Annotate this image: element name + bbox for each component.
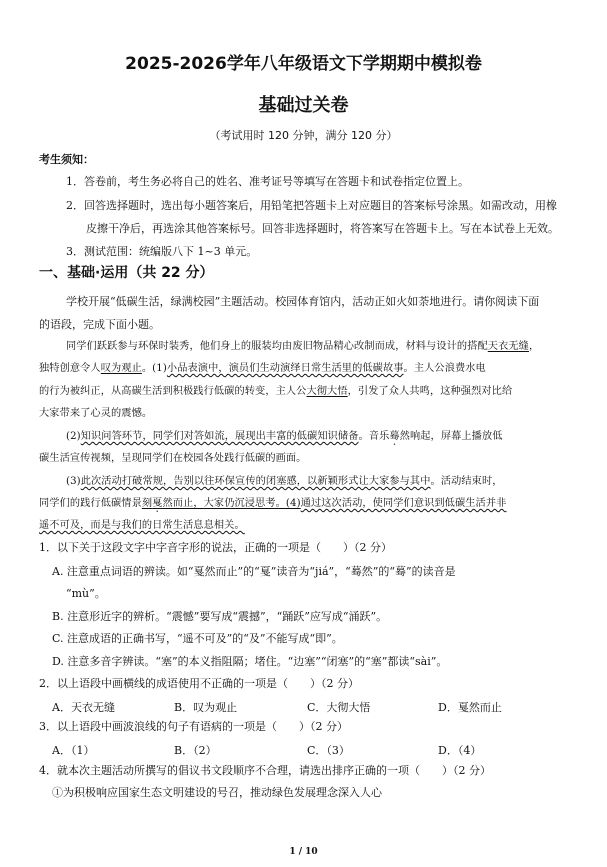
q3-option-c[interactable]: C．（3） — [307, 744, 350, 757]
exam-info: （考试用时 120 分钟，满分 120 分） — [209, 129, 398, 142]
wavy-sentence-2: 知识问答环节，同学们对答如流，展现出丰富的低碳知识储备 — [80, 431, 359, 442]
q2-option-c[interactable]: C．大彻大悟 — [307, 701, 371, 714]
wavy-sentence-1: 小品表演中，演员们生动演绎日常生活里的低碳故事 — [166, 363, 404, 374]
passage-line-3: 的行为被纠正，从高碳生活到积极践行低碳的转变，主人公大彻大悟，引发了众人共鸣，这种强烈对比给 — [39, 386, 513, 397]
q1-option-a[interactable]: A. 注意重点词语的辨读。如“戛然而止”的“戛”读音为“jiá”，“蓦然”的“蓦”的读音是 — [52, 565, 456, 578]
q3-option-d[interactable]: D．（4） — [438, 744, 482, 757]
passage-line-9: 遥不可及，而是与我们的日常生活息息相关。 — [39, 520, 245, 531]
q1-option-b[interactable]: B. 注意形近字的辨析。“震憾”要写成“震撼”，“踊跃”应写成“涌跃”。 — [52, 610, 388, 623]
page-number: 1 / 10 — [289, 847, 318, 857]
q4-stem: 4．就本次主题活动所撰写的倡议书文段顺序不合理，请选出排序正确的一项（ ）（2 分） — [39, 764, 491, 777]
q4-line-1: ①为积极响应国家生态文明建设的号召，推动绿色发展理念深入人心 — [52, 786, 382, 799]
passage-line-1: 同学们跃跃参与环保时装秀，他们身上的服装均由废旧物品精心改制而成，材料与设计的搭配天衣无缝， — [66, 341, 540, 352]
passage-line-7: (3)此次活动打破常规，告别以往环保宣传的闭塞感，以新颖形式让大家参与其中。活动结束时， — [66, 476, 503, 487]
idiom-tanweiguanzhi: 叹为观止 — [100, 363, 142, 374]
q3-option-a[interactable]: A．（1） — [52, 744, 95, 757]
section-heading: 一、基础·运用（共 22 分） — [39, 265, 214, 281]
q2-option-a[interactable]: A．天衣无缝 — [52, 701, 115, 714]
q1-stem: 1．以下关于这段文字中字音字形的说法，正确的一项是（ ）（2 分） — [39, 541, 392, 554]
passage-line-5: (2)知识问答环节，同学们对答如流，展现出丰富的低碳知识储备。音乐蓦然响起，屏幕上播放低 — [66, 431, 503, 442]
notice-item-2-cont: 皮擦干净后，再选涂其他答案标号。回答非选择题时，将答案写在答题卡上。写在本试卷上无效。 — [86, 222, 559, 235]
wavy-sentence-3: 此次活动打破常规，告别以往环保宣传的闭塞感，以新颖形式让大家参与其中 — [80, 476, 431, 487]
intro-line-1: 学校开展“低碳生活，绿满校园”主题活动。校园体育馆内，活动正如火如荼地进行。请你阅读下面 — [66, 295, 540, 308]
intro-line-2: 的语段，完成下面小题。 — [39, 318, 160, 331]
passage-line-6: 碳生活宣传视频，呈现同学们在校园各处践行低碳的画面。 — [39, 453, 307, 464]
passage-line-4: 大家带来了心灵的震憾。 — [39, 408, 153, 419]
q1-option-a-cont: “mù”。 — [66, 587, 106, 600]
idiom-jiaranerzhi: 戛 — [152, 498, 163, 509]
q2-option-b[interactable]: B．叹为观止 — [174, 701, 238, 714]
idiom-tianyiwufeng: 天衣无缝 — [487, 341, 529, 352]
q1-option-c[interactable]: C. 注意成语的正确书写，“遥不可及”的“及”不能写成“即”。 — [52, 632, 343, 645]
q2-option-d[interactable]: D．戛然而止 — [438, 701, 502, 714]
notice-heading: 考生须知： — [39, 153, 94, 166]
notice-item-3: 3．测试范围：统编版八下 1~3 单元。 — [66, 245, 258, 258]
q1-option-d[interactable]: D. 注意多音字辨读。“塞”的本义指阻隔；堵住。“边塞”“闭塞”的“塞”都读“sài”。 — [52, 655, 448, 668]
notice-item-2: 2．回答选择题时，选出每小题答案后，用铅笔把答题卡上对应题目的答案标号涂黑。如需改动，用橡 — [66, 199, 557, 212]
passage-line-2: 独特创意令人叹为观止。(1)小品表演中，演员们生动演绎日常生活里的低碳故事。主人公浪费水电 — [39, 363, 486, 374]
q2-stem: 2．以上语段中画横线的成语使用不正确的一项是（ ）（2 分） — [39, 677, 359, 690]
q3-stem: 3．以上语段中画波浪线的句子有语病的一项是（ ）（2 分） — [39, 720, 348, 733]
exam-title: 2025-2026学年八年级语文下学期期中模拟卷 — [125, 54, 482, 74]
q3-option-b[interactable]: B．（2） — [174, 744, 217, 757]
notice-item-1: 1．答卷前，考生务必将自己的姓名、准考证号等填写在答题卡和试卷指定位置上。 — [66, 175, 469, 188]
wavy-sentence-4: 通过这次活动，使同学们意识到低碳生活并非 — [300, 498, 507, 509]
exam-subtitle: 基础过关卷 — [258, 95, 349, 116]
idiom-dachedawu: 大彻大悟 — [306, 386, 348, 397]
passage-line-8: 同学们的践行低碳情景刻戛然而止，大家仍沉浸思考。(4)通过这次活动，使同学们意识到低碳生活并非 — [39, 498, 507, 509]
